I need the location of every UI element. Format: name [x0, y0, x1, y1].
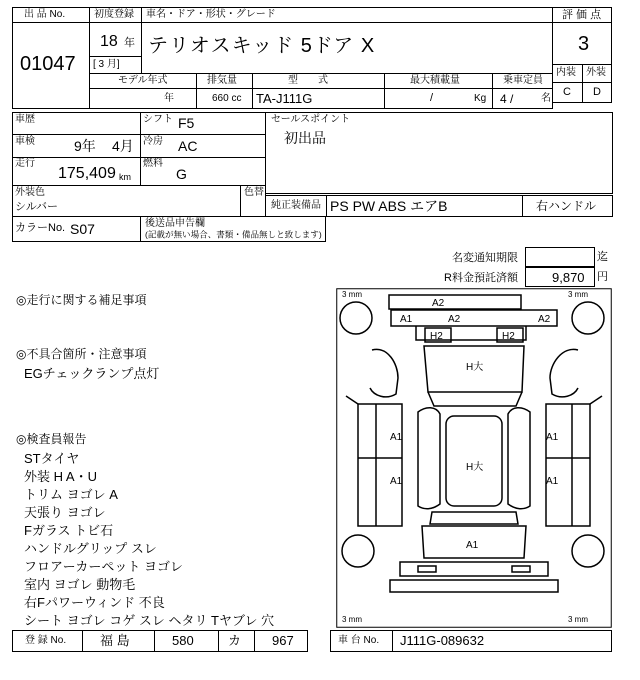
- max-load-label: 最大積載量: [410, 75, 460, 86]
- reg-place: 福 島: [100, 633, 130, 648]
- corner-label: 3 mm: [342, 290, 362, 299]
- defect-item: EGチェックランプ点灯: [24, 366, 160, 381]
- inspector-item: ハンドルグリップ スレ: [24, 541, 157, 556]
- name-change-box: [525, 247, 595, 267]
- model-year-value: 年: [164, 93, 174, 104]
- mark-front-a2-center: A2: [448, 314, 461, 325]
- shift-value: F5: [178, 115, 195, 131]
- name-change-label: 名変通知期限: [452, 252, 518, 264]
- lot-no-label: 出 品 No.: [24, 9, 66, 20]
- wheel-front-right: [572, 302, 604, 334]
- fuel-value: G: [176, 166, 187, 182]
- inspector-item: 外装 H A・U: [24, 469, 97, 484]
- inspection-label: 車検: [15, 136, 35, 147]
- color-value: シルバー: [15, 201, 58, 213]
- grade-value: 3: [578, 33, 590, 55]
- after-delivery-note: (記載が無い場合、書類・備品無しと致します): [145, 230, 322, 240]
- mark-left-front-door: A1: [390, 432, 403, 443]
- color-no-value: S07: [70, 221, 95, 237]
- color-label: 外装色: [15, 187, 45, 198]
- reg-kana: カ: [228, 633, 242, 648]
- corner-label: 3 mm: [568, 615, 588, 624]
- reg-class: 580: [172, 633, 194, 648]
- wheel-rear-right: [572, 535, 604, 567]
- reg-number: 967: [272, 633, 294, 648]
- mark-left-rear-door: A1: [390, 476, 403, 487]
- inspector-item: 右Fパワーウィンド 不良: [24, 595, 165, 610]
- after-delivery-label: 後送品申告欄: [145, 218, 205, 229]
- inspection-year: 9年: [74, 138, 96, 154]
- recycle-label: R料金預託済額: [444, 272, 518, 284]
- mark-right-rear-door: A1: [546, 476, 559, 487]
- handle-value: 右ハンドル: [536, 199, 597, 213]
- exterior-grade: D: [593, 86, 601, 98]
- recycle-unit: 円: [597, 271, 608, 283]
- model-year-label: モデル年式: [118, 75, 168, 86]
- car-damage-diagram: [336, 288, 612, 628]
- interior-label: 内装: [556, 67, 576, 78]
- recycle-value: 9,870: [552, 270, 585, 285]
- inspector-item: トリム ヨゴレ A: [24, 487, 118, 502]
- first-reg-month: [ 3 月]: [93, 59, 120, 70]
- color-no-label: カラーNo.: [15, 222, 66, 234]
- wheel-front-left: [340, 302, 372, 334]
- mark-front-a1-left: A1: [400, 314, 413, 325]
- type-label: 型 式: [288, 75, 328, 86]
- chassis-value: J111G-089632: [400, 633, 485, 648]
- history-label: 車歴: [15, 114, 35, 125]
- mileage-unit: km: [119, 172, 131, 182]
- inspector-item: Fガラス トビ石: [24, 523, 114, 538]
- first-reg-label: 初度登録: [94, 9, 134, 20]
- inspector-item: フロアーカーペット ヨゴレ: [24, 559, 183, 574]
- mark-h2-right: H2: [502, 331, 515, 342]
- inspector-item: 室内 ヨゴレ 動物毛: [24, 577, 136, 592]
- mark-right-front-door: A1: [546, 432, 559, 443]
- displacement-value: 660 cc: [212, 93, 242, 104]
- car-name: テリオスキッド 5ドア X: [148, 35, 376, 57]
- name-change-unit: 迄: [597, 251, 608, 263]
- sales-point-label: セールスポイント: [271, 114, 351, 125]
- inspection-month: 4月: [112, 138, 134, 154]
- inspector-item: STタイヤ: [24, 451, 80, 466]
- mark-roof: H大: [466, 462, 484, 473]
- color-change-label: 色替: [244, 187, 264, 198]
- first-reg-year: 18: [100, 33, 118, 50]
- sales-point-value: 初出品: [284, 130, 326, 146]
- reg-label: 登 録 No.: [25, 635, 67, 646]
- mark-rear-panel: A1: [466, 540, 479, 551]
- corner-label: 3 mm: [342, 615, 362, 624]
- chassis-label: 車 台 No.: [338, 635, 380, 646]
- capacity-unit: 名: [541, 93, 551, 104]
- lot-no: 01047: [20, 53, 76, 75]
- mileage-label: 走行: [15, 158, 35, 169]
- details-box: [12, 112, 266, 186]
- type-value: TA-J111G: [256, 91, 313, 106]
- corner-label: 3 mm: [568, 290, 588, 299]
- max-load-slash: /: [430, 92, 434, 104]
- wheel-rear-left: [342, 535, 374, 567]
- displacement-label: 排気量: [207, 75, 237, 86]
- mark-h2-left: H2: [430, 331, 443, 342]
- fuel-label: 燃料: [143, 158, 163, 169]
- exterior-label: 外装: [586, 67, 606, 78]
- mark-hood: H大: [466, 362, 484, 373]
- equipment-value: PS PW ABS エアB: [330, 198, 448, 214]
- capacity-label: 乗車定員: [503, 75, 543, 86]
- equipment-label: 純正装備品: [271, 200, 321, 211]
- inspector-item: 天張り ヨゴレ: [24, 505, 106, 520]
- mark-front-a2-right: A2: [538, 314, 551, 325]
- car-name-label: 車名・ドア・形状・グレード: [146, 9, 276, 20]
- max-load-unit: Kg: [474, 93, 487, 104]
- ac-label: 冷房: [143, 136, 163, 147]
- mark-front-bumper-top: A2: [432, 298, 445, 309]
- first-reg-year-unit: 年: [124, 37, 135, 49]
- inspector-item: シート ヨゴレ コゲ スレ ヘタリ Tヤブレ 穴: [24, 613, 275, 628]
- ac-value: AC: [178, 138, 198, 154]
- inspector-heading: ◎検査員報告: [16, 432, 87, 446]
- capacity-value: 4 /: [500, 92, 514, 106]
- shift-label: シフト: [143, 114, 173, 125]
- mileage-value: 175,409: [58, 165, 116, 182]
- grade-label: 評 価 点: [562, 9, 602, 21]
- interior-grade: C: [563, 86, 571, 98]
- driving-heading: ◎走行に関する補足事項: [16, 293, 147, 307]
- defect-heading: ◎不具合箇所・注意事項: [16, 347, 147, 361]
